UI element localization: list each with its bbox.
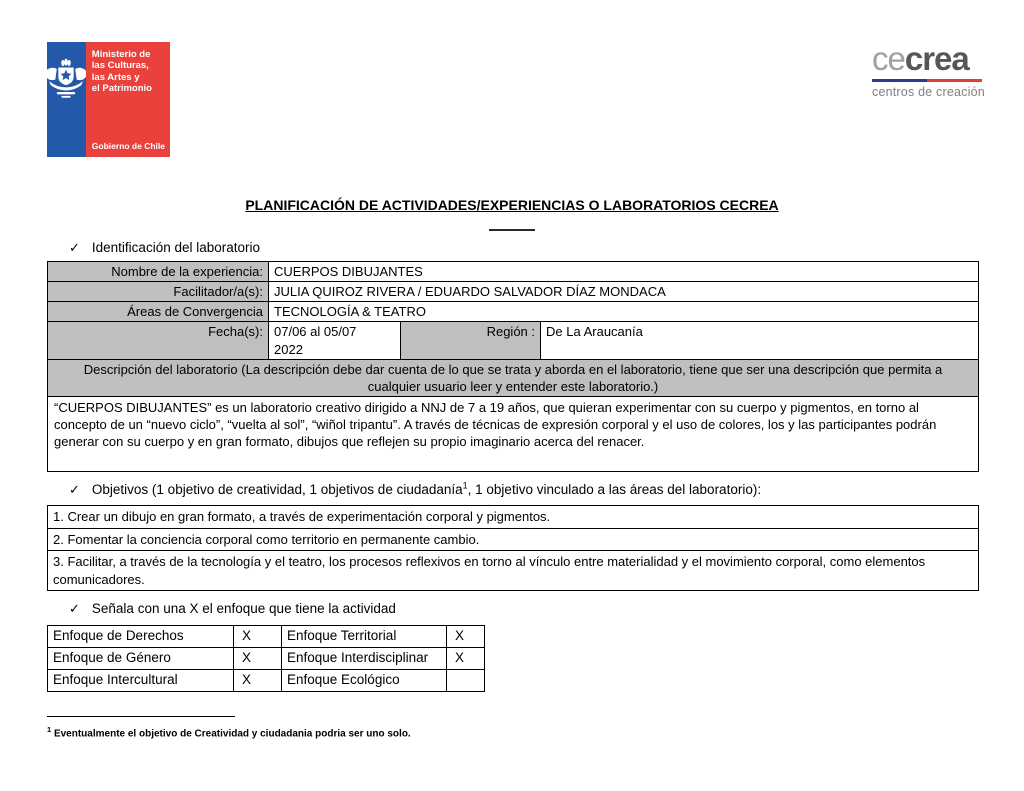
ministry-name-line: las Culturas, (91, 60, 149, 72)
section-enfoque-heading (69, 601, 396, 617)
section-objetivos-heading (69, 482, 761, 498)
enfoque-territorial-mark: X (447, 626, 485, 648)
table-row (48, 648, 485, 670)
cecrea-divider-red (927, 79, 982, 82)
field-value-nombre: CUERPOS DIBUJANTES (269, 262, 979, 282)
enfoque-derechos-mark: X (234, 626, 282, 648)
table-row (48, 282, 979, 302)
objetivo-1: 1. Crear un dibujo en gran formato, a través de experimentación corporal y pigmentos. (48, 506, 979, 529)
table-row (48, 551, 979, 591)
enfoque-derechos-label: Enfoque de Derechos (48, 626, 234, 648)
footnote-number: 1 (47, 725, 52, 734)
cecrea-wordmark (872, 42, 984, 75)
enfoque-interdisciplinar-mark: X (447, 648, 485, 670)
table-row (48, 322, 979, 359)
table-row (48, 302, 979, 322)
cecrea-divider-blue (872, 79, 927, 82)
field-value-facilitador: JULIA QUIROZ RIVERA / EDUARDO SALVADOR DÍAZ MONDACA (269, 282, 979, 302)
section-enfoque-label: Señala con una X el enfoque que tiene la actividad (91, 601, 396, 616)
objetivo-3: 3. Facilitar, a través de la tecnología y el teatro, los procesos reflexivos en torno al vínculo entre materialidad y el movimiento corporal, como elementos comunicadores. (48, 551, 979, 591)
section-identificacion-label: Identificación del laboratorio (91, 240, 261, 255)
table-row (48, 262, 979, 282)
cecrea-prefix: ce (872, 40, 905, 77)
section-objetivos-label (92, 482, 761, 498)
field-label-areas: Áreas de Convergencia (48, 302, 269, 322)
cecrea-tagline: centros de creación (872, 85, 985, 99)
descripcion-header: Descripción del laboratorio (La descripción debe dar cuenta de lo que se trata y aborda en el laboratorio, tiene que ser una descripción que permita a cualquier usuario leer y entender este laboratorio.) (48, 359, 979, 396)
info-table (47, 261, 979, 472)
government-label: Gobierno de Chile (91, 141, 165, 151)
table-row (48, 626, 485, 648)
section-identificacion-heading (69, 240, 260, 256)
cecrea-divider (872, 79, 982, 82)
check-icon: ✓ (69, 601, 80, 616)
fecha-line-1: 07/06 al 05/07 (274, 324, 357, 340)
field-value-fecha (269, 322, 401, 359)
objetivos-label-post: , 1 objetivo vinculado a las áreas del laboratorio): (467, 482, 762, 497)
footnote-reference: 1 (462, 480, 468, 491)
enfoque-table (47, 625, 485, 692)
ministry-logo (47, 42, 170, 157)
ministry-name-line: las Artes y (91, 71, 140, 83)
coat-of-arms-icon (43, 58, 89, 100)
cecrea-suffix: crea (904, 40, 969, 77)
cecrea-logo (872, 42, 984, 99)
field-value-region: De La Araucanía (541, 322, 979, 359)
footnote-separator (47, 716, 235, 717)
ministry-logo-blue-panel (47, 42, 86, 157)
title-underline-dash (489, 229, 535, 231)
enfoque-intercultural-label: Enfoque Intercultural (48, 670, 234, 692)
enfoque-intercultural-mark: X (234, 670, 282, 692)
enfoque-genero-mark: X (234, 648, 282, 670)
check-icon: ✓ (69, 240, 80, 255)
field-label-facilitador: Facilitador/a(s): (48, 282, 269, 302)
descripcion-body: “CUERPOS DIBUJANTES” es un laboratorio creativo dirigido a NNJ de 7 a 19 años, que quieran experimentar con su cuerpo y pigmentos, en torno al concepto de un “nuevo ciclo”, “vuelta al sol”, “wiñol tripantu”. A través de técnicas de expresión corporal y el uso de colores, los y las participantes podrán generar con su cuerpo y en gran formato, dibujos que reflejen su propio imaginario acerca del renacer. (48, 397, 979, 472)
field-label-nombre: Nombre de la experiencia: (48, 262, 269, 282)
table-row (48, 506, 979, 529)
enfoque-genero-label: Enfoque de Género (48, 648, 234, 670)
field-label-fecha: Fecha(s): (48, 322, 269, 359)
objetivos-table (47, 505, 979, 591)
check-icon: ✓ (69, 482, 80, 497)
field-label-region: Región : (401, 322, 541, 359)
ministry-logo-text-panel (86, 42, 170, 157)
table-row (48, 670, 485, 692)
enfoque-territorial-label: Enfoque Territorial (282, 626, 447, 648)
enfoque-ecologico-label: Enfoque Ecológico (282, 670, 447, 692)
objetivos-label-pre: Objetivos (1 objetivo de creatividad, 1 objetivos de ciudadanía (91, 482, 463, 497)
table-row (48, 397, 979, 472)
objetivo-2: 2. Fomentar la conciencia corporal como territorio en permanente cambio. (48, 528, 979, 551)
field-value-areas: TECNOLOGÍA & TEATRO (269, 302, 979, 322)
table-row (48, 528, 979, 551)
ministry-name (92, 49, 165, 95)
fecha-line-2: 2022 (274, 341, 303, 357)
table-row (48, 359, 979, 396)
ministry-name-line: el Patrimonio (91, 83, 152, 95)
page-title: PLANIFICACIÓN DE ACTIVIDADES/EXPERIENCIAS O LABORATORIOS CECREA (245, 197, 779, 213)
footnote (47, 725, 411, 739)
ministry-name-line: Ministerio de (91, 49, 151, 60)
enfoque-ecologico-mark (447, 670, 485, 692)
enfoque-interdisciplinar-label: Enfoque Interdisciplinar (282, 648, 447, 670)
footnote-text: Eventualmente el objetivo de Creatividad y ciudadania podria ser uno solo. (53, 728, 411, 740)
